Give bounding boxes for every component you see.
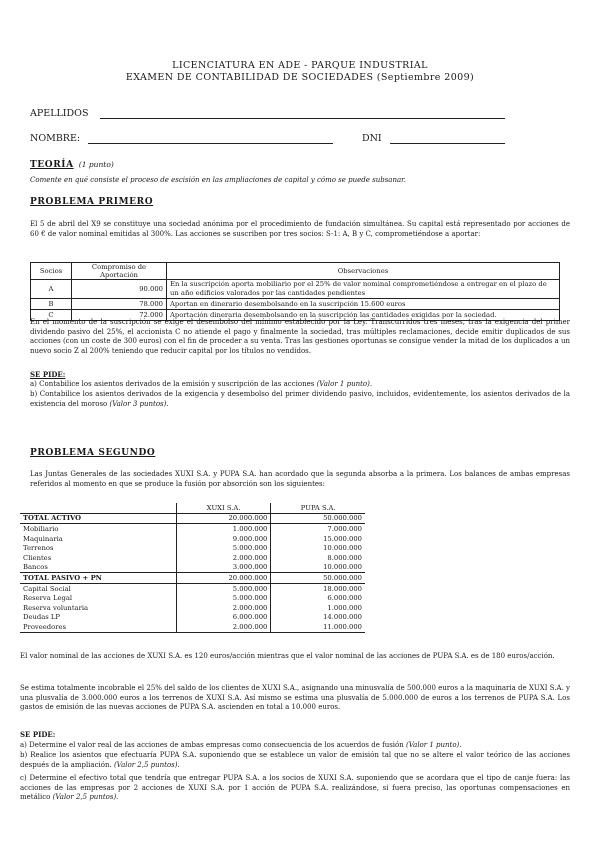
pupa-value: 50.000.000 (271, 513, 365, 524)
item-points: (Valor 2,5 puntos). (52, 793, 119, 802)
xuxi-value: 20.000.000 (176, 513, 271, 524)
table-row (20, 543, 365, 553)
table-row (20, 573, 365, 584)
row-label: Clientes (23, 553, 52, 562)
problema1-item-a (30, 380, 570, 390)
pupa-value: 14.000.000 (271, 613, 365, 623)
xuxi-value: 2.000.000 (176, 603, 271, 613)
xuxi-value: 5.000.000 (176, 543, 271, 553)
aportacion-cell: 78.000 (72, 299, 167, 310)
header-line-2: EXAMEN DE CONTABILIDAD DE SOCIEDADES (Septiembre 2009) (125, 72, 475, 83)
row-label: Bancos (23, 563, 48, 572)
problema2-item-c (20, 774, 570, 803)
table-row (20, 613, 365, 623)
xuxi-value: 3.000.000 (176, 563, 271, 573)
row-label: Capital Social (23, 584, 71, 593)
row-label: Mobiliario (23, 524, 59, 533)
item-text: b) Contabilice los asientos derivados de la exigencia y desembolso del primer dividendo pasivo, incluidos, evidentemente, los asientos derivados de la existencia del moroso (30, 390, 570, 408)
obs-cell: Aportación dineraria desembolsando en la suscripción las cantidades exigidas por la sociedad. (167, 310, 560, 321)
row-label: TOTAL PASIVO + PN (23, 573, 102, 582)
pupa-value: 10.000.000 (271, 563, 365, 573)
aportacion-cell: 72.000 (72, 310, 167, 321)
col-pupa: PUPA S.A. (271, 503, 365, 513)
row-label: Terrenos (23, 544, 54, 553)
row-label: Reserva voluntaria (23, 603, 89, 612)
xuxi-value: 20.000.000 (176, 573, 271, 584)
xuxi-value: 5.000.000 (176, 583, 271, 593)
col-observaciones: Observaciones (167, 263, 560, 280)
dni-line[interactable] (390, 143, 505, 144)
xuxi-value: 6.000.000 (176, 613, 271, 623)
table-row (20, 563, 365, 573)
problema2-intro: Las Juntas Generales de las sociedades XUXI S.A. y PUPA S.A. han acordado que la segunda absorba a la primera. Los balances de ambas empresas referidos al momento en que se produce la fusión por absorción son los siguientes: (30, 470, 570, 488)
table-row (20, 603, 365, 613)
balance-header-row (20, 503, 365, 513)
pupa-value: 8.000.000 (271, 553, 365, 563)
item-text: a) Contabilice los asientos derivados de la emisión y suscripción de las acciones (30, 380, 315, 388)
item-text: b) Realice los asientos que efectuaría PUPA S.A. suponiendo que se establece un valor de emisión tal que no se altere el valor teórico de las acciones después de la ampliación. (20, 751, 570, 769)
xuxi-value: 2.000.000 (176, 622, 271, 632)
pupa-value: 50.000.000 (271, 573, 365, 584)
row-label: TOTAL ACTIVO (23, 514, 82, 523)
item-points: (Valor 3 puntos). (109, 399, 169, 408)
pupa-value: 18.000.000 (271, 583, 365, 593)
pupa-value: 10.000.000 (271, 543, 365, 553)
nombre-label: NOMBRE: (30, 133, 81, 144)
table-row (31, 299, 560, 310)
socio-cell: B (31, 299, 72, 310)
balance-table (20, 503, 365, 633)
xuxi-value: 5.000.000 (176, 593, 271, 603)
item-text: a) Determine el valor real de las acciones de ambas empresas como consecuencia de los acuerdos de fusión (20, 741, 404, 749)
table-row (31, 280, 560, 299)
aportacion-cell: 90.000 (72, 280, 167, 299)
table-row (20, 593, 365, 603)
dni-label: DNI (362, 133, 382, 144)
pupa-value: 1.000.000 (271, 603, 365, 613)
apellidos-line[interactable] (100, 118, 505, 119)
apellidos-label: APELLIDOS (30, 108, 89, 119)
teoria-question: Comente en qué consiste el proceso de escisión en las ampliaciones de capital y cómo se puede subsanar. (30, 176, 406, 184)
pupa-value: 11.000.000 (271, 622, 365, 632)
item-text: c) Determine el efectivo total que tendría que entregar PUPA S.A. a los socios de XUXI S.A. suponiendo que se acordara que el tipo de canje fuera: las acciones de las empresas por 2 acciones de XUXI S.A. por 1 acción de PUPA S.A. realizándose, si fuera preciso, las oportunas compensaciones en metálico (20, 774, 570, 802)
header-line-1: LICENCIATURA EN ADE - PARQUE INDUSTRIAL (172, 60, 428, 71)
col-aportacion: Compromiso de Aportación (72, 263, 167, 280)
problema1-table (30, 262, 560, 321)
item-points: (Valor 1 punto). (406, 741, 462, 749)
table-row (20, 583, 365, 593)
teoria-heading (30, 152, 114, 171)
table-row (20, 534, 365, 544)
obs-cell: Aportan en dinerario desembolsando en la suscripción 15.600 euros (167, 299, 560, 310)
nombre-line[interactable] (88, 143, 333, 144)
row-label: Maquinaria (23, 534, 63, 543)
col-socios: Socios (31, 263, 72, 280)
xuxi-value: 1.000.000 (176, 524, 271, 534)
table-row (20, 513, 365, 524)
xuxi-value: 9.000.000 (176, 534, 271, 544)
problema1-intro: El 5 de abril del X9 se constituye una sociedad anónima por el procedimiento de fundación simultánea. Su capital está representado por acciones de 60 € de valor nominal emitidas al 300%. Las acciones se suscriben por tres socios: S-1: A, B y C, comprometiéndose a aportar: (30, 220, 570, 238)
row-label: Proveedores (23, 622, 67, 631)
problema1-se-pide: SE PIDE: (30, 370, 66, 379)
table-row (20, 622, 365, 632)
problema1-after: En el momento de la suscripción se exige el desembolso del mínimo establecido por la Ley. Transcurridos tres meses, tras la exigencia del primer dividendo pasivo del 25%, el accionista C no atiende el pago y finalmente la sociedad, tras múltiples reclamaciones, decide emitir duplicados de sus acciones (con un coste de 300 euros) con el fin de proceder a su venta. Tras las gestiones oportunas se consigue vender la mitad de los duplicados a un nuevo socio Z al 200% teniendo que reducir capital por los títulos no vendidos. (30, 318, 570, 355)
teoria-title: TEORÍA (30, 160, 74, 170)
problema2-item-b (20, 751, 570, 770)
row-label: Reserva Legal (23, 594, 73, 603)
pupa-value: 6.000.000 (271, 593, 365, 603)
table-header-row (31, 263, 560, 280)
blank-cell (20, 503, 176, 513)
row-label: Deudas LP (23, 613, 60, 622)
problema2-item-a (20, 741, 570, 751)
table-row (20, 524, 365, 534)
problema2-p2: Se estima totalmente incobrable el 25% del saldo de los clientes de XUXI S.A., asignando una minusvalía de 500.000 euros a la maquinaria de XUXI S.A. y una plusvalía de 3.000.000 euros a los terrenos de XUXI S.A. Así mismo se estima una plusvalía de 5.000.000 de euros a los terrenos de PUPA S.A. Los gastos de emisión de las nuevas acciones de PUPA S.A. ascienden en total a 10.000 euros. (20, 684, 570, 712)
pupa-value: 7.000.000 (271, 524, 365, 534)
item-points: (Valor 1 punto). (316, 380, 373, 388)
teoria-points: (1 punto) (78, 160, 114, 169)
col-xuxi: XUXI S.A. (176, 503, 271, 513)
obs-cell: En la suscripción aporta mobiliario por el 25% de valor nominal comprometiéndose a entregar en el plazo de un año edificios valorados por las cantidades pendientes (167, 280, 560, 299)
problema2-p1: El valor nominal de las acciones de XUXI S.A. es 120 euros/acción mientras que el valor nominal de las acciones de PUPA S.A. es de 180 euros/acción. (20, 652, 555, 660)
problema2-se-pide: SE PIDE: (20, 730, 56, 739)
socio-cell: A (31, 280, 72, 299)
item-points: (Valor 2,5 puntos). (113, 760, 180, 769)
problema1-item-b (30, 390, 570, 409)
table-row (20, 553, 365, 563)
problema2-title: PROBLEMA SEGUNDO (30, 448, 156, 458)
problema1-title: PROBLEMA PRIMERO (30, 197, 154, 207)
pupa-value: 15.000.000 (271, 534, 365, 544)
xuxi-value: 2.000.000 (176, 553, 271, 563)
socio-cell: C (31, 310, 72, 321)
